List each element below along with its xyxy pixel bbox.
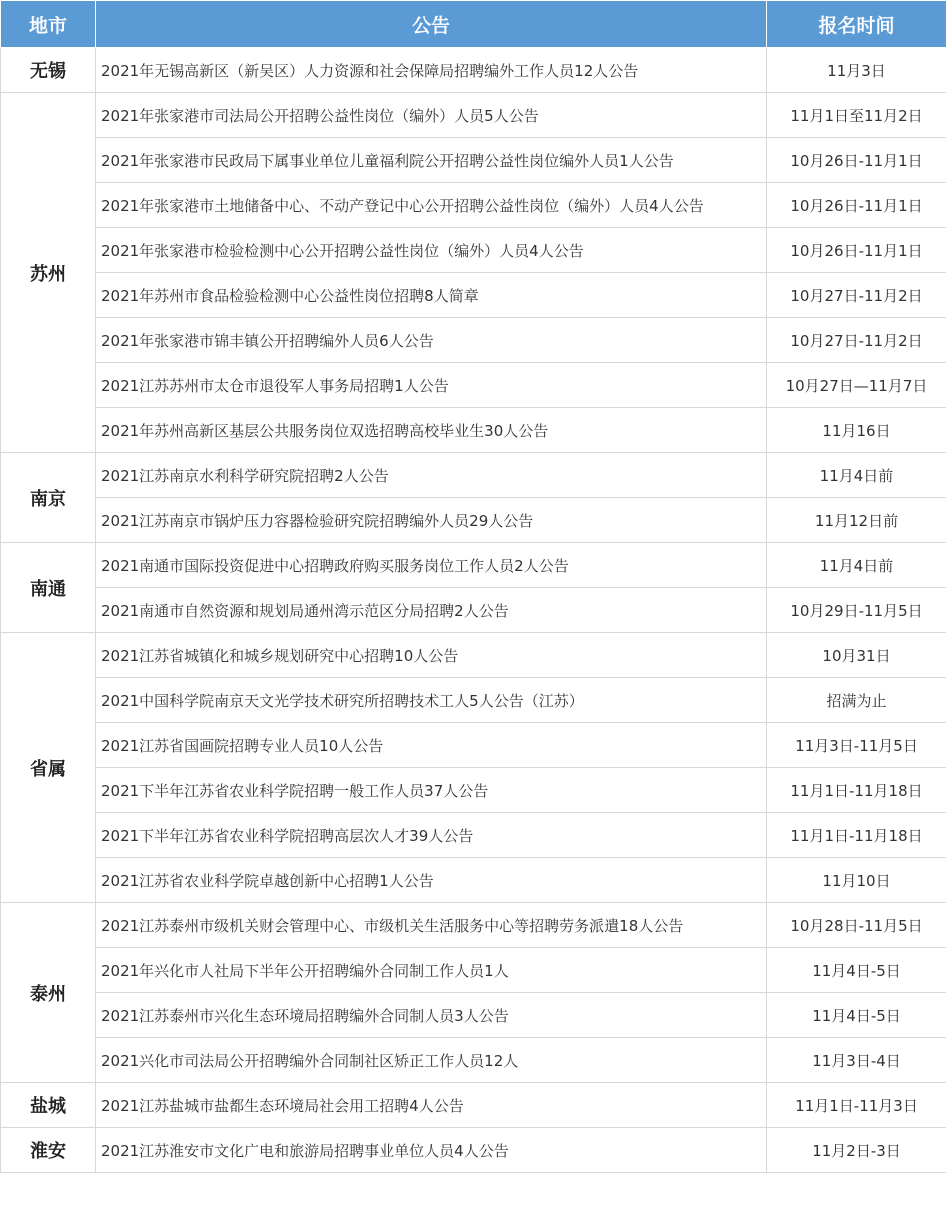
notice-title-link[interactable]: 2021年无锡高新区（新吴区）人力资源和社会保障局招聘编外工作人员12人公告	[96, 48, 767, 93]
table-row	[1, 228, 946, 273]
registration-date: 10月29日-11月5日	[767, 588, 946, 633]
registration-date: 11月1日-11月18日	[767, 813, 946, 858]
notice-title-link[interactable]: 2021南通市国际投资促进中心招聘政府购买服务岗位工作人员2人公告	[96, 543, 767, 588]
notice-title-link[interactable]: 2021年张家港市司法局公开招聘公益性岗位（编外）人员5人公告	[96, 93, 767, 138]
table-row	[1, 858, 946, 903]
city-cell: 南通	[1, 543, 96, 633]
table-row	[1, 1038, 946, 1083]
city-cell: 省属	[1, 633, 96, 903]
registration-date: 11月1日至11月2日	[767, 93, 946, 138]
registration-date: 11月16日	[767, 408, 946, 453]
registration-date: 10月31日	[767, 633, 946, 678]
notice-title-link[interactable]: 2021江苏淮安市文化广电和旅游局招聘事业单位人员4人公告	[96, 1128, 767, 1173]
registration-date: 10月27日-11月2日	[767, 273, 946, 318]
notice-title-link[interactable]: 2021江苏泰州市级机关财会管理中心、市级机关生活服务中心等招聘劳务派遣18人公告	[96, 903, 767, 948]
registration-date: 11月3日-4日	[767, 1038, 946, 1083]
table-row	[1, 1128, 946, 1173]
table-row	[1, 408, 946, 453]
city-cell: 无锡	[1, 48, 96, 93]
registration-date: 11月12日前	[767, 498, 946, 543]
table-row	[1, 498, 946, 543]
registration-date: 10月27日-11月2日	[767, 318, 946, 363]
table-row	[1, 183, 946, 228]
registration-date: 11月2日-3日	[767, 1128, 946, 1173]
registration-date: 10月26日-11月1日	[767, 183, 946, 228]
notice-title-link[interactable]: 2021下半年江苏省农业科学院招聘高层次人才39人公告	[96, 813, 767, 858]
table-row	[1, 948, 946, 993]
notice-title-link[interactable]: 2021中国科学院南京天文光学技术研究所招聘技术工人5人公告（江苏）	[96, 678, 767, 723]
city-cell: 淮安	[1, 1128, 96, 1173]
table-row	[1, 903, 946, 948]
notice-title-link[interactable]: 2021南通市自然资源和规划局通州湾示范区分局招聘2人公告	[96, 588, 767, 633]
registration-date: 招满为止	[767, 678, 946, 723]
notice-title-link[interactable]: 2021江苏泰州市兴化生态环境局招聘编外合同制人员3人公告	[96, 993, 767, 1038]
registration-date: 11月4日前	[767, 543, 946, 588]
registration-date: 11月1日-11月3日	[767, 1083, 946, 1128]
table-row	[1, 678, 946, 723]
notice-title-link[interactable]: 2021下半年江苏省农业科学院招聘一般工作人员37人公告	[96, 768, 767, 813]
notice-title-link[interactable]: 2021江苏省城镇化和城乡规划研究中心招聘10人公告	[96, 633, 767, 678]
table-row	[1, 363, 946, 408]
notice-title-link[interactable]: 2021江苏苏州市太仓市退役军人事务局招聘1人公告	[96, 363, 767, 408]
table-row	[1, 813, 946, 858]
registration-date: 11月3日	[767, 48, 946, 93]
notice-title-link[interactable]: 2021年张家港市锦丰镇公开招聘编外人员6人公告	[96, 318, 767, 363]
notice-title-link[interactable]: 2021年张家港市民政局下属事业单位儿童福利院公开招聘公益性岗位编外人员1人公告	[96, 138, 767, 183]
table-row	[1, 768, 946, 813]
notice-title-link[interactable]: 2021年苏州市食品检验检测中心公益性岗位招聘8人简章	[96, 273, 767, 318]
table-row	[1, 723, 946, 768]
registration-date: 11月1日-11月18日	[767, 768, 946, 813]
registration-date: 11月4日-5日	[767, 993, 946, 1038]
table-row	[1, 588, 946, 633]
notice-title-link[interactable]: 2021江苏盐城市盐都生态环境局社会用工招聘4人公告	[96, 1083, 767, 1128]
table-row	[1, 138, 946, 183]
notice-title-link[interactable]: 2021年张家港市检验检测中心公开招聘公益性岗位（编外）人员4人公告	[96, 228, 767, 273]
notice-title-link[interactable]: 2021江苏南京水利科学研究院招聘2人公告	[96, 453, 767, 498]
city-cell: 南京	[1, 453, 96, 543]
registration-date: 11月3日-11月5日	[767, 723, 946, 768]
registration-date: 11月10日	[767, 858, 946, 903]
registration-date: 10月27日—11月7日	[767, 363, 946, 408]
table-row	[1, 453, 946, 498]
registration-date: 10月28日-11月5日	[767, 903, 946, 948]
registration-date: 10月26日-11月1日	[767, 138, 946, 183]
notice-title-link[interactable]: 2021江苏南京市锅炉压力容器检验研究院招聘编外人员29人公告	[96, 498, 767, 543]
notice-title-link[interactable]: 2021年张家港市土地储备中心、不动产登记中心公开招聘公益性岗位（编外）人员4人公告	[96, 183, 767, 228]
table-row	[1, 1083, 946, 1128]
table-row	[1, 993, 946, 1038]
header-notice: 公告	[96, 1, 767, 48]
header-row	[1, 1, 946, 48]
notice-title-link[interactable]: 2021兴化市司法局公开招聘编外合同制社区矫正工作人员12人	[96, 1038, 767, 1083]
header-city: 地市	[1, 1, 96, 48]
notice-title-link[interactable]: 2021江苏省国画院招聘专业人员10人公告	[96, 723, 767, 768]
registration-date: 11月4日-5日	[767, 948, 946, 993]
table-row	[1, 543, 946, 588]
notice-title-link[interactable]: 2021江苏省农业科学院卓越创新中心招聘1人公告	[96, 858, 767, 903]
city-cell: 泰州	[1, 903, 96, 1083]
registration-date: 10月26日-11月1日	[767, 228, 946, 273]
notice-title-link[interactable]: 2021年苏州高新区基层公共服务岗位双选招聘高校毕业生30人公告	[96, 408, 767, 453]
city-cell: 苏州	[1, 93, 96, 453]
table-body	[1, 48, 946, 1173]
table-row	[1, 318, 946, 363]
notice-title-link[interactable]: 2021年兴化市人社局下半年公开招聘编外合同制工作人员1人	[96, 948, 767, 993]
registration-date: 11月4日前	[767, 453, 946, 498]
table-row	[1, 633, 946, 678]
city-cell: 盐城	[1, 1083, 96, 1128]
table-row	[1, 48, 946, 93]
header-period: 报名时间	[767, 1, 946, 48]
table-row	[1, 93, 946, 138]
table-row	[1, 273, 946, 318]
